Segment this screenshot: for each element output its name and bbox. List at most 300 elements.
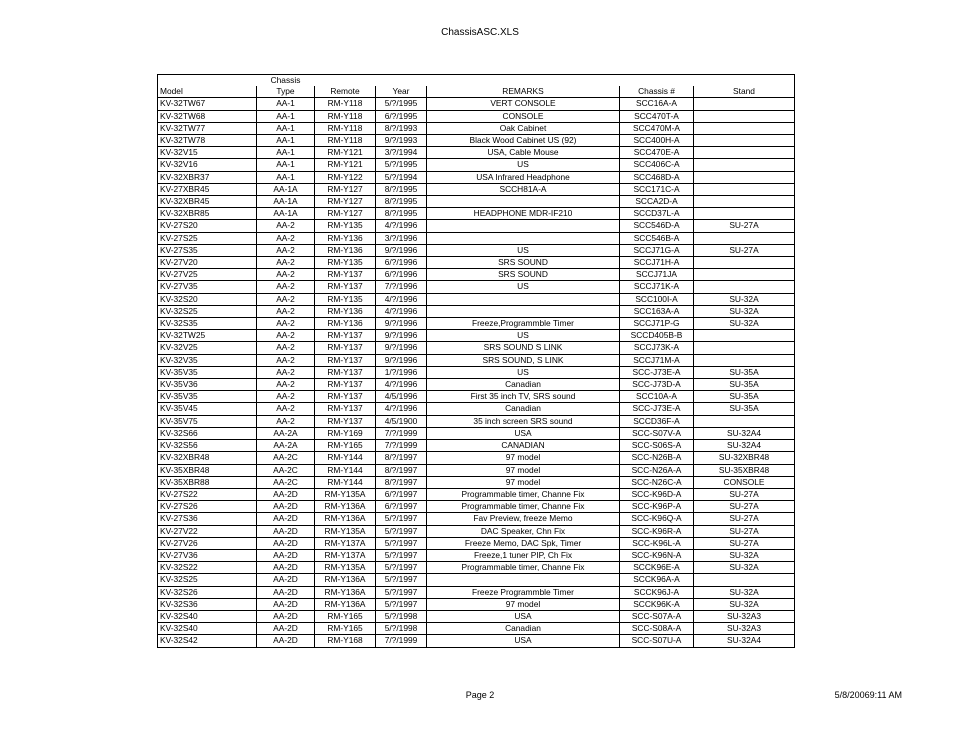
cell-remote: RM-Y137	[315, 366, 376, 378]
cell-chassis-type: AA-1A	[257, 196, 315, 208]
cell-chassis-type: AA-2D	[257, 635, 315, 647]
cell-stand: SU-27A	[694, 513, 795, 525]
cell-remarks: HEADPHONE MDR-IF210	[427, 208, 620, 220]
cell-chassis-type: AA-2D	[257, 623, 315, 635]
cell-chassis-number: SCC-S08A-A	[620, 623, 694, 635]
table-row	[158, 440, 795, 452]
cell-remarks: 35 inch screen SRS sound	[427, 415, 620, 427]
cell-chassis-number: SCC470M-A	[620, 122, 694, 134]
cell-year: 9/?/1993	[376, 135, 427, 147]
header-remote: Remote	[315, 86, 376, 98]
cell-chassis-type: AA-2	[257, 354, 315, 366]
cell-remote: RM-Y118	[315, 122, 376, 134]
cell-remote: RM-Y165	[315, 610, 376, 622]
cell-remote: RM-Y136A	[315, 501, 376, 513]
cell-chassis-type: AA-1	[257, 110, 315, 122]
table-row	[158, 366, 795, 378]
cell-stand: SU-32A	[694, 293, 795, 305]
cell-remarks: First 35 inch TV, SRS sound	[427, 391, 620, 403]
header-model: Model	[158, 86, 257, 98]
cell-model: KV-32S26	[158, 586, 257, 598]
cell-chassis-type: AA-2A	[257, 427, 315, 439]
cell-chassis-number: SCC163A-A	[620, 305, 694, 317]
table-row	[158, 220, 795, 232]
cell-remarks: Programmable timer, Channe Fix	[427, 562, 620, 574]
cell-chassis-type: AA-2	[257, 281, 315, 293]
table-row	[158, 208, 795, 220]
table-row	[158, 525, 795, 537]
cell-remarks: Freeze Programmble Timer	[427, 586, 620, 598]
cell-remote: RM-Y137	[315, 269, 376, 281]
cell-remote: RM-Y135A	[315, 525, 376, 537]
cell-chassis-type: AA-2D	[257, 537, 315, 549]
cell-remote: RM-Y136A	[315, 513, 376, 525]
table-row	[158, 427, 795, 439]
cell-model: KV-32TW77	[158, 122, 257, 134]
cell-stand: SU-32A	[694, 318, 795, 330]
cell-model: KV-32XBR37	[158, 171, 257, 183]
cell-chassis-type: AA-2	[257, 391, 315, 403]
cell-chassis-number: SCC-K96Q-A	[620, 513, 694, 525]
cell-chassis-number: SCC546B-A	[620, 232, 694, 244]
cell-chassis-number: SCC-J73E-A	[620, 403, 694, 415]
cell-stand	[694, 159, 795, 171]
cell-chassis-number: SCCD37L-A	[620, 208, 694, 220]
cell-remarks: Canadian	[427, 403, 620, 415]
cell-chassis-type: AA-2C	[257, 476, 315, 488]
cell-chassis-type: AA-2D	[257, 598, 315, 610]
table-row	[158, 623, 795, 635]
cell-remote: RM-Y169	[315, 427, 376, 439]
cell-stand: SU-27A	[694, 244, 795, 256]
cell-year: 3/?/1994	[376, 147, 427, 159]
table-row	[158, 476, 795, 488]
cell-chassis-number: SCC468D-A	[620, 171, 694, 183]
cell-chassis-number: SCC470T-A	[620, 110, 694, 122]
cell-chassis-type: AA-2	[257, 403, 315, 415]
cell-remote: RM-Y136A	[315, 586, 376, 598]
cell-year: 5/?/1998	[376, 610, 427, 622]
cell-stand	[694, 196, 795, 208]
cell-remote: RM-Y137	[315, 379, 376, 391]
cell-chassis-type: AA-2	[257, 244, 315, 256]
table-row	[158, 269, 795, 281]
cell-remarks: 97 model	[427, 464, 620, 476]
cell-year: 7/?/1999	[376, 635, 427, 647]
cell-model: KV-27S20	[158, 220, 257, 232]
header-remarks: REMARKS	[427, 86, 620, 98]
cell-model: KV-32XBR85	[158, 208, 257, 220]
cell-remote: RM-Y122	[315, 171, 376, 183]
cell-chassis-number: SCC171C-A	[620, 183, 694, 195]
cell-chassis-type: AA-2	[257, 379, 315, 391]
cell-remarks: Programmable timer, Channe Fix	[427, 488, 620, 500]
cell-year: 4/?/1996	[376, 379, 427, 391]
cell-remote: RM-Y136	[315, 244, 376, 256]
table-row	[158, 354, 795, 366]
cell-year: 4/?/1996	[376, 305, 427, 317]
header-chassis-type: Type	[257, 86, 315, 98]
cell-chassis-number: SCC470E-A	[620, 147, 694, 159]
cell-year: 7/?/1999	[376, 427, 427, 439]
cell-remote: RM-Y135A	[315, 488, 376, 500]
cell-year: 3/?/1996	[376, 232, 427, 244]
cell-model: KV-27XBR45	[158, 183, 257, 195]
cell-stand: SU-32A	[694, 598, 795, 610]
cell-remarks: US	[427, 281, 620, 293]
cell-stand: SU-27A	[694, 525, 795, 537]
cell-stand: SU-32A4	[694, 440, 795, 452]
cell-remarks: US	[427, 244, 620, 256]
table-row	[158, 330, 795, 342]
cell-remarks: SRS SOUND	[427, 269, 620, 281]
cell-chassis-number: SCCJ71P-G	[620, 318, 694, 330]
cell-remarks: USA	[427, 427, 620, 439]
cell-remarks: USA, Cable Mouse	[427, 147, 620, 159]
cell-remote: RM-Y137	[315, 403, 376, 415]
cell-chassis-number: SCCD405B-B	[620, 330, 694, 342]
cell-model: KV-35V35	[158, 391, 257, 403]
cell-stand	[694, 183, 795, 195]
cell-year: 8/?/1997	[376, 464, 427, 476]
cell-remote: RM-Y137	[315, 354, 376, 366]
cell-model: KV-35XBR88	[158, 476, 257, 488]
table-row	[158, 318, 795, 330]
cell-stand	[694, 135, 795, 147]
cell-model: KV-32V25	[158, 342, 257, 354]
cell-chassis-type: AA-2	[257, 318, 315, 330]
cell-year: 1/?/1996	[376, 366, 427, 378]
cell-chassis-type: AA-2D	[257, 610, 315, 622]
cell-remote: RM-Y168	[315, 635, 376, 647]
cell-year: 9/?/1996	[376, 318, 427, 330]
cell-chassis-type: AA-2D	[257, 549, 315, 561]
table-row	[158, 293, 795, 305]
table-row	[158, 98, 795, 110]
cell-model: KV-32S35	[158, 318, 257, 330]
cell-chassis-type: AA-2	[257, 415, 315, 427]
cell-model: KV-27V20	[158, 257, 257, 269]
cell-remote: RM-Y165	[315, 440, 376, 452]
cell-stand: SU-27A	[694, 501, 795, 513]
cell-year: 4/?/1996	[376, 293, 427, 305]
table-row	[158, 379, 795, 391]
cell-chassis-number: SCCJ71G-A	[620, 244, 694, 256]
cell-remote: RM-Y118	[315, 98, 376, 110]
cell-chassis-type: AA-1A	[257, 208, 315, 220]
cell-year: 4/?/1996	[376, 403, 427, 415]
cell-stand: SU-32XBR48	[694, 452, 795, 464]
cell-year: 6/?/1997	[376, 501, 427, 513]
cell-chassis-type: AA-2A	[257, 440, 315, 452]
cell-chassis-number: SCCK96J-A	[620, 586, 694, 598]
cell-year: 5/?/1997	[376, 598, 427, 610]
cell-chassis-type: AA-2	[257, 269, 315, 281]
cell-chassis-number: SCC-N26A-A	[620, 464, 694, 476]
cell-year: 8/?/1995	[376, 196, 427, 208]
table-row	[158, 464, 795, 476]
table-row	[158, 513, 795, 525]
cell-year: 8/?/1995	[376, 183, 427, 195]
cell-stand	[694, 342, 795, 354]
cell-stand	[694, 269, 795, 281]
cell-chassis-type: AA-2	[257, 293, 315, 305]
table-row	[158, 183, 795, 195]
cell-model: KV-32V15	[158, 147, 257, 159]
cell-model: KV-27V35	[158, 281, 257, 293]
cell-chassis-type: AA-1A	[257, 183, 315, 195]
cell-stand	[694, 415, 795, 427]
cell-chassis-type: AA-2	[257, 330, 315, 342]
cell-year: 7/?/1996	[376, 281, 427, 293]
table-row	[158, 171, 795, 183]
table-row	[158, 415, 795, 427]
table-row	[158, 403, 795, 415]
table-row	[158, 244, 795, 256]
cell-remarks: VERT CONSOLE	[427, 98, 620, 110]
cell-remarks: Freeze Memo, DAC Spk, Timer	[427, 537, 620, 549]
cell-chassis-number: SCC-S06S-A	[620, 440, 694, 452]
cell-remarks	[427, 574, 620, 586]
cell-remarks: Black Wood Cabinet US (92)	[427, 135, 620, 147]
header-chassis-type-line1: Chassis	[257, 75, 315, 87]
cell-year: 9/?/1996	[376, 354, 427, 366]
header-chassis-number: Chassis #	[620, 86, 694, 98]
table-row	[158, 610, 795, 622]
cell-year: 7/?/1999	[376, 440, 427, 452]
print-timestamp: 5/8/20069:11 AM	[834, 690, 902, 700]
header-stand: Stand	[694, 86, 795, 98]
cell-remarks: DAC Speaker, Chn Fix	[427, 525, 620, 537]
cell-chassis-number: SCC-K96R-A	[620, 525, 694, 537]
cell-remarks: 97 model	[427, 452, 620, 464]
cell-stand: SU-35A	[694, 391, 795, 403]
cell-remote: RM-Y118	[315, 135, 376, 147]
cell-chassis-number: SCC-K96D-A	[620, 488, 694, 500]
cell-stand: SU-32A4	[694, 635, 795, 647]
cell-year: 8/?/1997	[376, 452, 427, 464]
cell-chassis-type: AA-1	[257, 171, 315, 183]
cell-stand: SU-27A	[694, 488, 795, 500]
cell-chassis-number: SCCA2D-A	[620, 196, 694, 208]
cell-remote: RM-Y137A	[315, 537, 376, 549]
cell-chassis-number: SCCJ71JA	[620, 269, 694, 281]
cell-remote: RM-Y165	[315, 623, 376, 635]
cell-year: 6/?/1996	[376, 269, 427, 281]
cell-remote: RM-Y136	[315, 232, 376, 244]
table-row	[158, 196, 795, 208]
table-row	[158, 122, 795, 134]
cell-year: 8/?/1995	[376, 208, 427, 220]
cell-chassis-number: SCC100I-A	[620, 293, 694, 305]
table-row	[158, 232, 795, 244]
cell-stand	[694, 232, 795, 244]
cell-chassis-type: AA-2	[257, 342, 315, 354]
table-row	[158, 562, 795, 574]
cell-chassis-type: AA-2D	[257, 574, 315, 586]
cell-model: KV-27S22	[158, 488, 257, 500]
cell-stand	[694, 574, 795, 586]
cell-remarks: CANADIAN	[427, 440, 620, 452]
cell-stand: SU-27A	[694, 537, 795, 549]
cell-model: KV-32S36	[158, 598, 257, 610]
cell-year: 6/?/1997	[376, 488, 427, 500]
cell-model: KV-32TW67	[158, 98, 257, 110]
cell-model: KV-32S25	[158, 574, 257, 586]
cell-stand	[694, 98, 795, 110]
cell-remote: RM-Y121	[315, 147, 376, 159]
table-row	[158, 549, 795, 561]
cell-stand: SU-32A	[694, 562, 795, 574]
cell-remarks: USA Infrared Headphone	[427, 171, 620, 183]
cell-chassis-number: SCCK96K-A	[620, 598, 694, 610]
cell-chassis-number: SCCK96E-A	[620, 562, 694, 574]
cell-stand	[694, 257, 795, 269]
table-row	[158, 257, 795, 269]
table-row	[158, 574, 795, 586]
cell-year: 9/?/1996	[376, 330, 427, 342]
cell-chassis-number: SCC-N26C-A	[620, 476, 694, 488]
cell-remote: RM-Y136A	[315, 598, 376, 610]
cell-stand: SU-35A	[694, 366, 795, 378]
table-row	[158, 135, 795, 147]
cell-chassis-number: SCCJ71H-A	[620, 257, 694, 269]
cell-remarks	[427, 232, 620, 244]
cell-remarks: Freeze,1 tuner PIP, Ch Fix	[427, 549, 620, 561]
cell-remarks: Fav Preview, freeze Memo	[427, 513, 620, 525]
cell-remarks: US	[427, 366, 620, 378]
cell-model: KV-32S42	[158, 635, 257, 647]
cell-remote: RM-Y135	[315, 257, 376, 269]
header-row-1	[158, 75, 795, 87]
cell-stand: CONSOLE	[694, 476, 795, 488]
cell-chassis-number: SCCK96A-A	[620, 574, 694, 586]
cell-remarks: Oak Cabinet	[427, 122, 620, 134]
cell-chassis-number: SCC-K96N-A	[620, 549, 694, 561]
cell-model: KV-32S20	[158, 293, 257, 305]
cell-chassis-type: AA-2D	[257, 586, 315, 598]
cell-chassis-number: SCC-K96P-A	[620, 501, 694, 513]
cell-chassis-number: SCCJ73K-A	[620, 342, 694, 354]
cell-stand	[694, 110, 795, 122]
cell-remarks	[427, 293, 620, 305]
cell-remote: RM-Y137	[315, 415, 376, 427]
cell-remarks: US	[427, 330, 620, 342]
cell-model: KV-27S36	[158, 513, 257, 525]
cell-model: KV-35V36	[158, 379, 257, 391]
cell-model: KV-27S35	[158, 244, 257, 256]
cell-chassis-number: SCCD36F-A	[620, 415, 694, 427]
cell-year: 4/5/1996	[376, 391, 427, 403]
cell-remote: RM-Y137A	[315, 549, 376, 561]
cell-chassis-number: SCCJ71K-A	[620, 281, 694, 293]
cell-year: 5/?/1998	[376, 623, 427, 635]
cell-chassis-type: AA-2	[257, 232, 315, 244]
cell-remote: RM-Y135	[315, 220, 376, 232]
cell-chassis-type: AA-2	[257, 366, 315, 378]
cell-stand: SU-35A	[694, 403, 795, 415]
cell-stand: SU-32A4	[694, 427, 795, 439]
cell-chassis-number: SCC546D-A	[620, 220, 694, 232]
table-row	[158, 537, 795, 549]
cell-chassis-type: AA-1	[257, 159, 315, 171]
cell-chassis-type: AA-1	[257, 147, 315, 159]
header-year: Year	[376, 86, 427, 98]
cell-model: KV-32TW78	[158, 135, 257, 147]
cell-remote: RM-Y121	[315, 159, 376, 171]
cell-model: KV-32TW25	[158, 330, 257, 342]
cell-model: KV-27V25	[158, 269, 257, 281]
cell-model: KV-32XBR45	[158, 196, 257, 208]
cell-chassis-number: SCC-K96L-A	[620, 537, 694, 549]
cell-model: KV-27V26	[158, 537, 257, 549]
cell-stand: SU-35A	[694, 379, 795, 391]
document-title: ChassisASC.XLS	[441, 27, 519, 38]
cell-stand	[694, 281, 795, 293]
cell-stand: SU-27A	[694, 220, 795, 232]
cell-remote: RM-Y136	[315, 318, 376, 330]
cell-remarks: SRS SOUND	[427, 257, 620, 269]
cell-chassis-type: AA-2	[257, 220, 315, 232]
cell-year: 6/?/1996	[376, 257, 427, 269]
table-row	[158, 635, 795, 647]
cell-stand: SU-32A	[694, 305, 795, 317]
cell-chassis-number: SCC400H-A	[620, 135, 694, 147]
cell-chassis-type: AA-1	[257, 135, 315, 147]
cell-model: KV-27S25	[158, 232, 257, 244]
cell-stand	[694, 208, 795, 220]
cell-year: 5/?/1994	[376, 171, 427, 183]
cell-year: 4/?/1996	[376, 220, 427, 232]
cell-stand	[694, 122, 795, 134]
table-row	[158, 391, 795, 403]
table-row	[158, 586, 795, 598]
cell-year: 5/?/1997	[376, 562, 427, 574]
cell-chassis-type: AA-1	[257, 98, 315, 110]
chassis-table	[157, 74, 795, 648]
cell-stand	[694, 147, 795, 159]
cell-model: KV-32V35	[158, 354, 257, 366]
cell-year: 5/?/1997	[376, 525, 427, 537]
cell-remarks	[427, 196, 620, 208]
cell-model: KV-27V36	[158, 549, 257, 561]
table-row	[158, 147, 795, 159]
cell-chassis-type: AA-2D	[257, 513, 315, 525]
cell-stand: SU-35XBR48	[694, 464, 795, 476]
cell-remarks: SRS SOUND, S LINK	[427, 354, 620, 366]
cell-model: KV-35V75	[158, 415, 257, 427]
table-row	[158, 305, 795, 317]
cell-remote: RM-Y135	[315, 293, 376, 305]
cell-remarks	[427, 220, 620, 232]
cell-remarks	[427, 305, 620, 317]
cell-stand	[694, 171, 795, 183]
cell-chassis-number: SCCJ71M-A	[620, 354, 694, 366]
table-row	[158, 342, 795, 354]
cell-model: KV-32V16	[158, 159, 257, 171]
cell-remote: RM-Y144	[315, 464, 376, 476]
cell-remarks: CONSOLE	[427, 110, 620, 122]
cell-remote: RM-Y127	[315, 208, 376, 220]
cell-chassis-number: SCC-J73D-A	[620, 379, 694, 391]
cell-remote: RM-Y118	[315, 110, 376, 122]
cell-remote: RM-Y135A	[315, 562, 376, 574]
cell-remarks: SCCH81A-A	[427, 183, 620, 195]
cell-model: KV-35XBR48	[158, 464, 257, 476]
table-row	[158, 159, 795, 171]
cell-chassis-type: AA-2D	[257, 562, 315, 574]
cell-chassis-number: SCC-N26B-A	[620, 452, 694, 464]
